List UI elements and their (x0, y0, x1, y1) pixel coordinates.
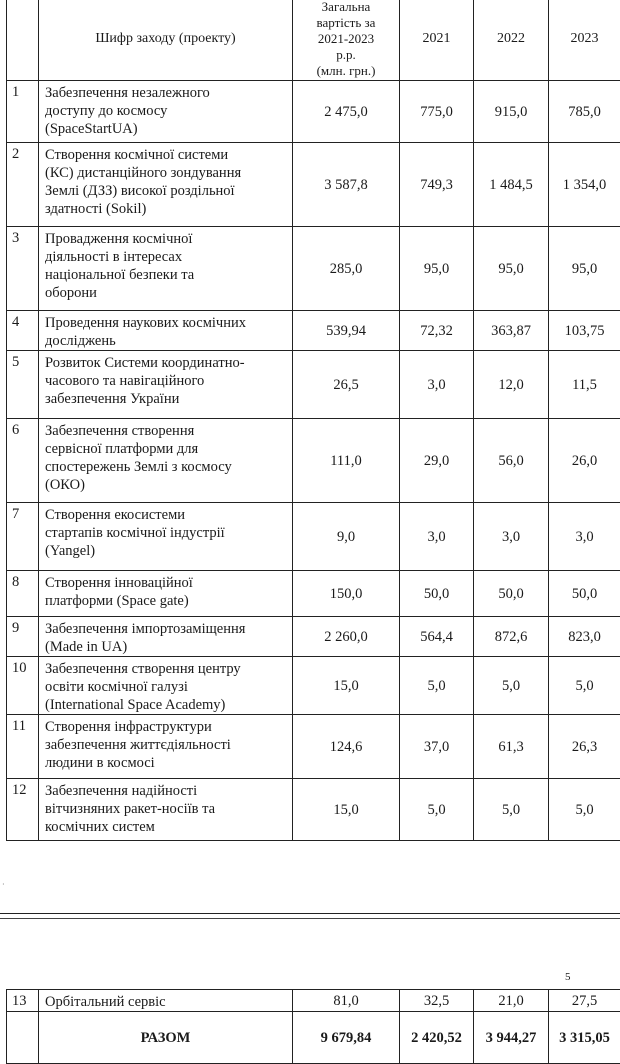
row-2022: 61,3 (474, 715, 549, 779)
scan-mark: · (2, 880, 5, 889)
row-description-line: досліджень (45, 332, 290, 350)
row-2021: 37,0 (400, 715, 474, 779)
row-description-line: забезпечення життєдіяльності (45, 736, 290, 754)
row-description-line: космічних систем (45, 818, 290, 836)
row-description-line: Забезпечення імпортозаміщення (45, 620, 290, 638)
row-2022: 1 484,5 (474, 143, 549, 227)
funding-table (6, 0, 620, 841)
row-2023: 785,0 (549, 81, 620, 143)
row-number: 7 (7, 503, 39, 571)
row-total: 26,5 (293, 351, 400, 419)
row-total: 539,94 (293, 311, 400, 351)
header-year-2022: 2022 (474, 0, 549, 81)
row-2023: 95,0 (549, 227, 620, 311)
page-break-line (0, 913, 620, 914)
row-2022: 5,0 (474, 779, 549, 841)
row-description-line: Землі (ДЗЗ) високої роздільної (45, 182, 290, 200)
row-number: 1 (7, 81, 39, 143)
table-row (7, 143, 620, 227)
row-2022: 363,87 (474, 311, 549, 351)
row-2023: 103,75 (549, 311, 620, 351)
row-total: 124,6 (293, 715, 400, 779)
total-label: РАЗОМ (39, 1012, 293, 1064)
row-2022: 21,0 (474, 990, 549, 1012)
row-description (39, 419, 293, 503)
row-2021: 5,0 (400, 657, 474, 715)
row-2022: 3,0 (474, 503, 549, 571)
row-description-line: Створення космічної системи (45, 146, 290, 164)
row-description-line: сервісної платформи для (45, 440, 290, 458)
row-description-line: Розвиток Системи координатно- (45, 354, 290, 372)
row-2021: 95,0 (400, 227, 474, 311)
row-description (39, 617, 293, 657)
header-total-line: (млн. грн.) (293, 63, 399, 79)
row-description-line: діяльності в інтересах (45, 248, 290, 266)
row-description-line: доступу до космосу (45, 102, 290, 120)
row-total: 285,0 (293, 227, 400, 311)
row-description-line: Забезпечення незалежного (45, 84, 290, 102)
table-row (7, 657, 620, 715)
row-description-line: Проведення наукових космічних (45, 314, 290, 332)
row-2021: 3,0 (400, 503, 474, 571)
row-total: 2 475,0 (293, 81, 400, 143)
row-number: 6 (7, 419, 39, 503)
row-2023: 26,3 (549, 715, 620, 779)
row-total: 111,0 (293, 419, 400, 503)
row-description-line: (КС) дистанційного зондування (45, 164, 290, 182)
row-number: 2 (7, 143, 39, 227)
row-number: 9 (7, 617, 39, 657)
row-description (39, 503, 293, 571)
row-description-line: (ОКО) (45, 476, 290, 494)
page-number: 5 (565, 971, 571, 983)
row-total: 9,0 (293, 503, 400, 571)
row-description-line: Провадження космічної (45, 230, 290, 248)
header-code-label: Шифр заходу (проекту) (39, 0, 293, 81)
total-row (7, 1012, 620, 1064)
row-description-line: Створення інноваційної (45, 574, 290, 592)
row-2021: 3,0 (400, 351, 474, 419)
row-total: 81,0 (293, 990, 400, 1012)
row-description-line: вітчизняних ракет-носіїв та (45, 800, 290, 818)
row-description-line: людини в космосі (45, 754, 290, 772)
row-description-line: (International Space Academy) (45, 696, 290, 714)
row-number: 11 (7, 715, 39, 779)
table-row (7, 311, 620, 351)
row-2023: 5,0 (549, 657, 620, 715)
row-description: Орбітальний сервіс (39, 990, 293, 1012)
header-num-cell (7, 0, 39, 81)
table-row (7, 779, 620, 841)
total-2021: 2 420,52 (400, 1012, 474, 1064)
row-2021: 564,4 (400, 617, 474, 657)
table-row (7, 715, 620, 779)
row-description-line: Забезпечення створення (45, 422, 290, 440)
row-total: 150,0 (293, 571, 400, 617)
row-2021: 775,0 (400, 81, 474, 143)
row-description-line: оборони (45, 284, 290, 302)
row-description-line: забезпечення України (45, 390, 290, 408)
row-2021: 749,3 (400, 143, 474, 227)
row-2023: 11,5 (549, 351, 620, 419)
row-description-line: освіти космічної галузі (45, 678, 290, 696)
table-row (7, 419, 620, 503)
row-total: 15,0 (293, 657, 400, 715)
row-2023: 27,5 (549, 990, 620, 1012)
row-description-line: (Made in UA) (45, 638, 290, 656)
row-2022: 872,6 (474, 617, 549, 657)
header-total-line: вартість за (293, 15, 399, 31)
header-total-line: Загальна (293, 0, 399, 15)
row-description-line: часового та навігаційного (45, 372, 290, 390)
header-total-line: р.р. (293, 47, 399, 63)
row-number: 8 (7, 571, 39, 617)
total-2023: 3 315,05 (549, 1012, 620, 1064)
row-2023: 1 354,0 (549, 143, 620, 227)
row-description (39, 81, 293, 143)
table-row (7, 81, 620, 143)
row-2022: 56,0 (474, 419, 549, 503)
table-row (7, 351, 620, 419)
row-total: 15,0 (293, 779, 400, 841)
table-row (7, 990, 620, 1012)
row-number: 13 (7, 990, 39, 1012)
row-description-line: платформи (Space gate) (45, 592, 290, 610)
row-description-line: національної безпеки та (45, 266, 290, 284)
row-2021: 29,0 (400, 419, 474, 503)
row-description (39, 715, 293, 779)
row-description-line: Створення екосистеми (45, 506, 290, 524)
row-2023: 26,0 (549, 419, 620, 503)
header-year-2023: 2023 (549, 0, 620, 81)
header-row (7, 0, 620, 81)
row-2021: 50,0 (400, 571, 474, 617)
funding-table-continued (6, 989, 620, 1064)
row-2022: 95,0 (474, 227, 549, 311)
row-description (39, 227, 293, 311)
row-number: 12 (7, 779, 39, 841)
page-break-line (0, 918, 620, 919)
row-description (39, 311, 293, 351)
row-2021: 5,0 (400, 779, 474, 841)
row-description-line: Створення інфраструктури (45, 718, 290, 736)
table-row (7, 503, 620, 571)
row-2021: 72,32 (400, 311, 474, 351)
header-year-2021: 2021 (400, 0, 474, 81)
row-description (39, 657, 293, 715)
row-description-line: (Yangel) (45, 542, 290, 560)
total-2022: 3 944,27 (474, 1012, 549, 1064)
row-2022: 12,0 (474, 351, 549, 419)
table-row (7, 571, 620, 617)
row-2023: 50,0 (549, 571, 620, 617)
row-description-line: Забезпечення створення центру (45, 660, 290, 678)
table-row (7, 617, 620, 657)
header-total-label (293, 0, 400, 81)
total-sum: 9 679,84 (293, 1012, 400, 1064)
row-2023: 3,0 (549, 503, 620, 571)
row-description (39, 779, 293, 841)
row-description-line: стартапів космічної індустрії (45, 524, 290, 542)
row-total: 3 587,8 (293, 143, 400, 227)
row-2022: 50,0 (474, 571, 549, 617)
row-description (39, 351, 293, 419)
row-total: 2 260,0 (293, 617, 400, 657)
row-2022: 915,0 (474, 81, 549, 143)
header-total-line: 2021-2023 (293, 31, 399, 47)
row-2023: 5,0 (549, 779, 620, 841)
row-description (39, 143, 293, 227)
table-row (7, 227, 620, 311)
row-description-line: спостережень Землі з космосу (45, 458, 290, 476)
row-2021: 32,5 (400, 990, 474, 1012)
row-number: 5 (7, 351, 39, 419)
row-description-line: (SpaceStartUA) (45, 120, 290, 138)
row-number: 10 (7, 657, 39, 715)
total-num-cell (7, 1012, 39, 1064)
row-2022: 5,0 (474, 657, 549, 715)
row-2023: 823,0 (549, 617, 620, 657)
row-description-line: Забезпечення надійності (45, 782, 290, 800)
row-number: 3 (7, 227, 39, 311)
row-number: 4 (7, 311, 39, 351)
row-description (39, 571, 293, 617)
row-description-line: здатності (Sokil) (45, 200, 290, 218)
